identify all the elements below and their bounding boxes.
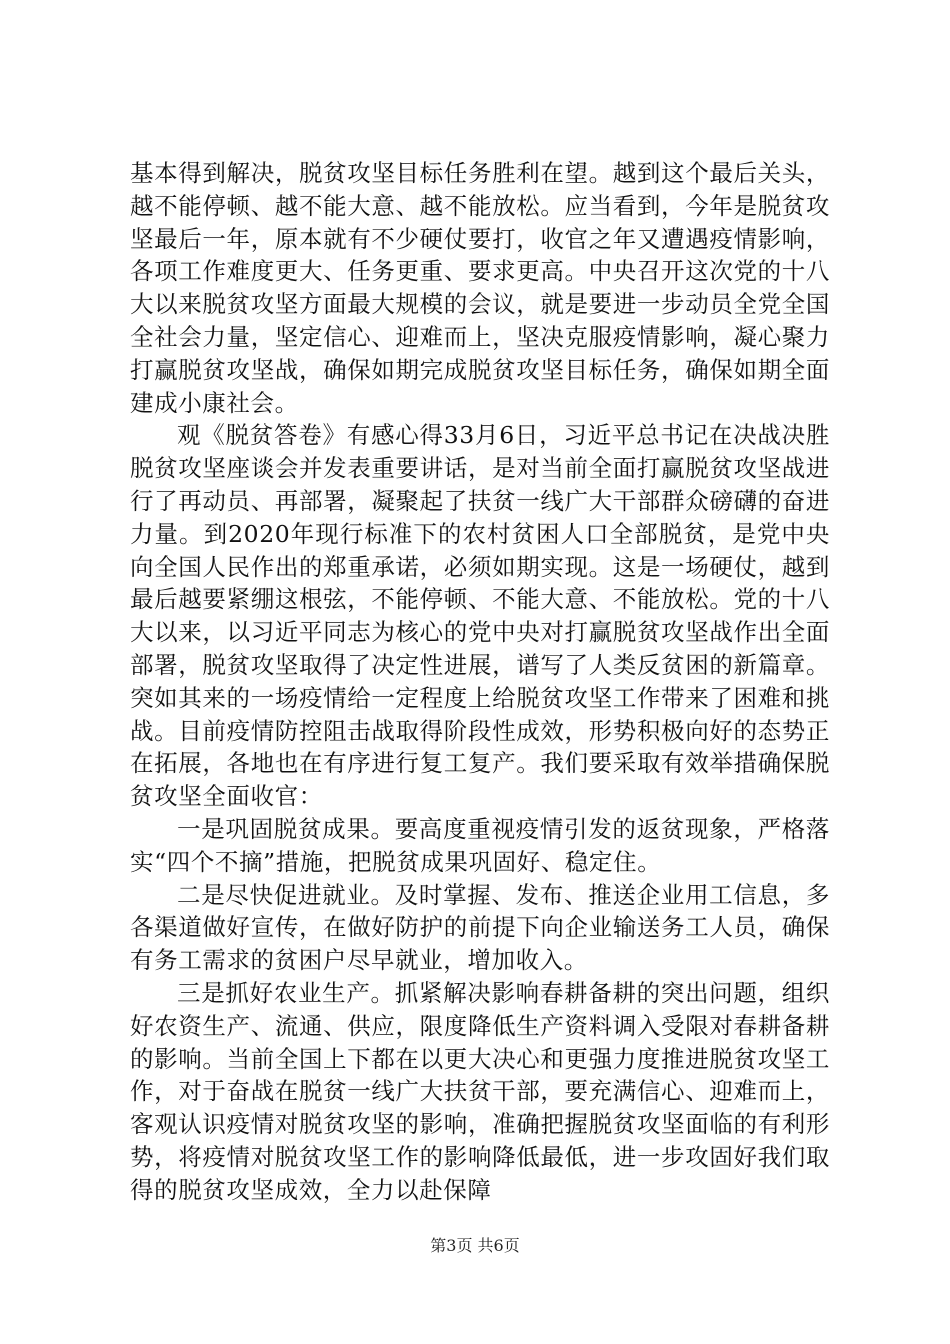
paragraph-2: 观《脱贫答卷》有感心得33月6日，习近平总书记在决战决胜脱贫攻坚座谈会并发表重要讲话，是对当前全面打赢脱贫攻坚战进行了再动员、再部署，凝聚起了扶贫一线广大干部群众磅礴的奋进力量。到2020年现行标准下的农村贫困人口全部脱贫，是党中央向全国人民作出的郑重承诺，必须如期实现。这是一场硬仗，越到最后越要紧绷这根弦，不能停顿、不能大意、不能放松。党的十八大以来，以习近平同志为核心的党中央对打赢脱贫攻坚战作出全面部署，脱贫攻坚取得了决定性进展，谱写了人类反贫困的新篇章。突如其来的一场疫情给一定程度上给脱贫攻坚工作带来了困难和挑战。目前疫情防控阻击战取得阶段性成效，形势积极向好的态势正在拓展，各地也在有序进行复工复产。我们要采取有效举措确保脱贫攻坚全面收官： <box>130 421 830 811</box>
paragraph-5: 三是抓好农业生产。抓紧解决影响春耕备耕的突出问题，组织好农资生产、流通、供应，限度降低生产资料调入受限对春耕备耕的影响。当前全国上下都在以更大决心和更强力度推进脱贫攻坚工作，对于奋战在脱贫一线广大扶贫干部，要充满信心、迎难而上，客观认识疫情对脱贫攻坚的影响，准确把握脱贫攻坚面临的有利形势，将疫情对脱贫攻坚工作的影响降低最低，进一步攻固好我们取得的脱贫攻坚成效，全力以赴保障 <box>130 978 830 1204</box>
page-footer: 第3页 共6页 <box>430 1236 520 1255</box>
paragraph-4: 二是尽快促进就业。及时掌握、发布、推送企业用工信息，多各渠道做好宣传，在做好防护的前提下向企业输送务工人员，确保有务工需求的贫困户尽早就业，增加收入。 <box>130 880 830 975</box>
document-body <box>130 157 830 1207</box>
paragraph-3: 一是巩固脱贫成果。要高度重视疫情引发的返贫现象，严格落实“四个不摘”措施，把脱贫成果巩固好、稳定住。 <box>130 814 830 876</box>
paragraph-1: 基本得到解决，脱贫攻坚目标任务胜利在望。越到这个最后关头，越不能停顿、越不能大意、越不能放松。应当看到，今年是脱贫攻坚最后一年，原本就有不少硬仗要打，收官之年又遭遇疫情影响，各项工作难度更大、任务更重、要求更高。中央召开这次党的十八大以来脱贫攻坚方面最大规模的会议，就是要进一步动员全党全国全社会力量，坚定信心、迎难而上，坚决克服疫情影响，凝心聚力打赢脱贫攻坚战，确保如期完成脱贫攻坚目标任务，确保如期全面建成小康社会。 <box>130 159 830 417</box>
